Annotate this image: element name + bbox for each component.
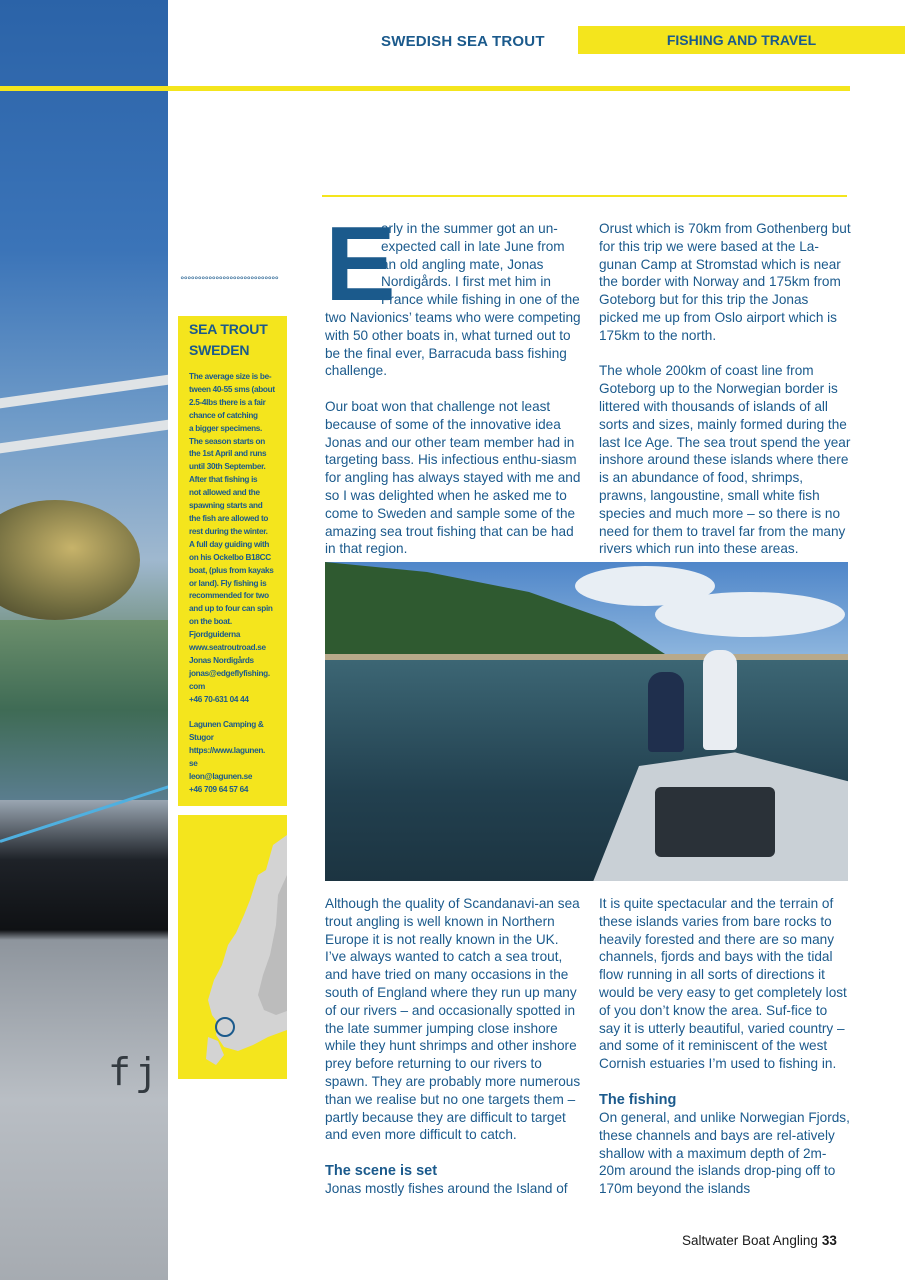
boat-rail (0, 414, 168, 456)
cloud (655, 592, 845, 637)
article-paragraph (325, 205, 581, 380)
boat-console (655, 787, 775, 857)
hull-lettering: fj (108, 1050, 162, 1094)
magazine-name: Saltwater Boat Angling (682, 1233, 818, 1248)
article-paragraph: The whole 200km of coast line from Goteborg up to the Norwegian border is littered with thousands of islands of all sorts and sizes, mainly formed during the last Ice Age. The sea trout spend the year inshore around these islands where there is an abundance of food, shrimps, prawns, langoustine, small white fish species and much more – so there is no need for them to travel far from the many rivers which run into these areas. (599, 363, 851, 557)
fact-box-title-line: SWEDEN (189, 342, 250, 358)
article-paragraph: On general, and unlike Norwegian Fjords, these channels and bays are rel-atively shallow with a maximum depth of 2m- 20m around the islands drop-ping off to 170m beyond the islands (599, 1109, 850, 1197)
drop-cap: E (325, 205, 396, 323)
article-paragraph: Our boat won that challenge not least because of some of the innovative idea Jonas and our other team member had in targeting bass. His infectious enthu-siasm for angling has always stayed with me and so I was delighted when he asked me to come to Sweden and sample some of the amazing sea trout fishing that can be had in that region. (325, 398, 581, 557)
page-number: 33 (821, 1233, 837, 1248)
decorative-ornament: °°°°°°°°°°°°°°°°°°°°°°°°°°°° (180, 276, 278, 286)
category-tab: FISHING AND TRAVEL (578, 26, 905, 54)
fact-box (178, 316, 287, 806)
article-column-4 (599, 895, 851, 1198)
boat-rail (0, 369, 168, 411)
article-column-3 (325, 895, 581, 1198)
left-edge-photo (0, 0, 168, 1280)
location-map (178, 815, 287, 1079)
sea-trout-fish (0, 500, 140, 620)
subheading: The fishing (599, 1091, 677, 1108)
article-paragraph: Although the quality of Scandanavi-an sea trout angling is well known in Northern Europe it is not really known in the UK. I’ve always wanted to catch a sea trout, and have tried on many occasions in the south of England where they run up many of our rivers – and occasionally spotted in the late summer jumping close inshore while they hunt shrimps and other inshore prey before returning to our rivers to spawn. They are probably more numerous than we realise but no one targets them – partly because they are difficult to target and even more difficult to catch. (325, 896, 581, 1143)
fact-box-body: The average size is be- tween 40-55 sms (about 2.5-4lbs there is a fair chance of catching a bigger specimens. The season starts on the 1st April and runs until 30th September. After that fishing is not allowed and the spawning starts and the fish are allowed to rest during the winter. A full day guiding with on his Ockelbo B18CC boat, (plus from kayaks or land). Fly fishing is recommended for two and up to four can spin on the boat. Fjordguiderna www.seatroutroad.se Jonas Nordigårds jonas@edgeflyfishing. com +46 70-631 04 44 Lagunen Camping & Stugor https://www.lagunen. se leon@lagunen.se +46 709 64 57 64 (189, 372, 275, 794)
page-footer (682, 1233, 837, 1248)
guide-person (703, 650, 737, 750)
paragraph-text: arly in the summer got an un-expected call in late June from an old angling mate, Jonas Nordigårds. I first met him in France while fishing in one of the two Navionics’ teams who were competing with 50 other boats in, what turned out to be the final ever, Barracuda bass fishing challenge. (325, 221, 581, 379)
section-label: SWEDISH SEA TROUT (381, 33, 545, 50)
article-column-1 (325, 205, 581, 558)
article-paragraph: It is quite spectacular and the terrain of these islands varies from bare rocks to heavily forested and there are so many channels, fjords and bays with the tidal flow running in all sorts of directions it would be very easy to get completely lost of you don’t know the area. Suf-fice to say it is utterly beautiful, varied country – and some of it reminiscent of the west Cornish estuaries I’m used to fishing in. (599, 896, 847, 1072)
scandinavia-map-icon (178, 815, 287, 1079)
article-column-2 (599, 220, 851, 558)
angler-person (648, 672, 684, 752)
boat-fishing-photo (325, 562, 848, 881)
fact-box-title (189, 319, 280, 361)
shoreline (0, 620, 168, 800)
subheading: The scene is set (325, 1163, 438, 1180)
article-paragraph: Jonas mostly fishes around the Island of (325, 1181, 568, 1197)
article-paragraph: Orust which is 70km from Gothenberg but for this trip we were based at the La-gunan Camp at Stromstad which is near the border with Norway and 175km from Goteborg but for this trip the Jonas picked me up from Oslo airport which is 175km to the north. (599, 221, 851, 343)
fact-box-title-line: SEA TROUT (189, 321, 268, 337)
body-rule (322, 195, 847, 197)
header-rule (0, 86, 850, 91)
